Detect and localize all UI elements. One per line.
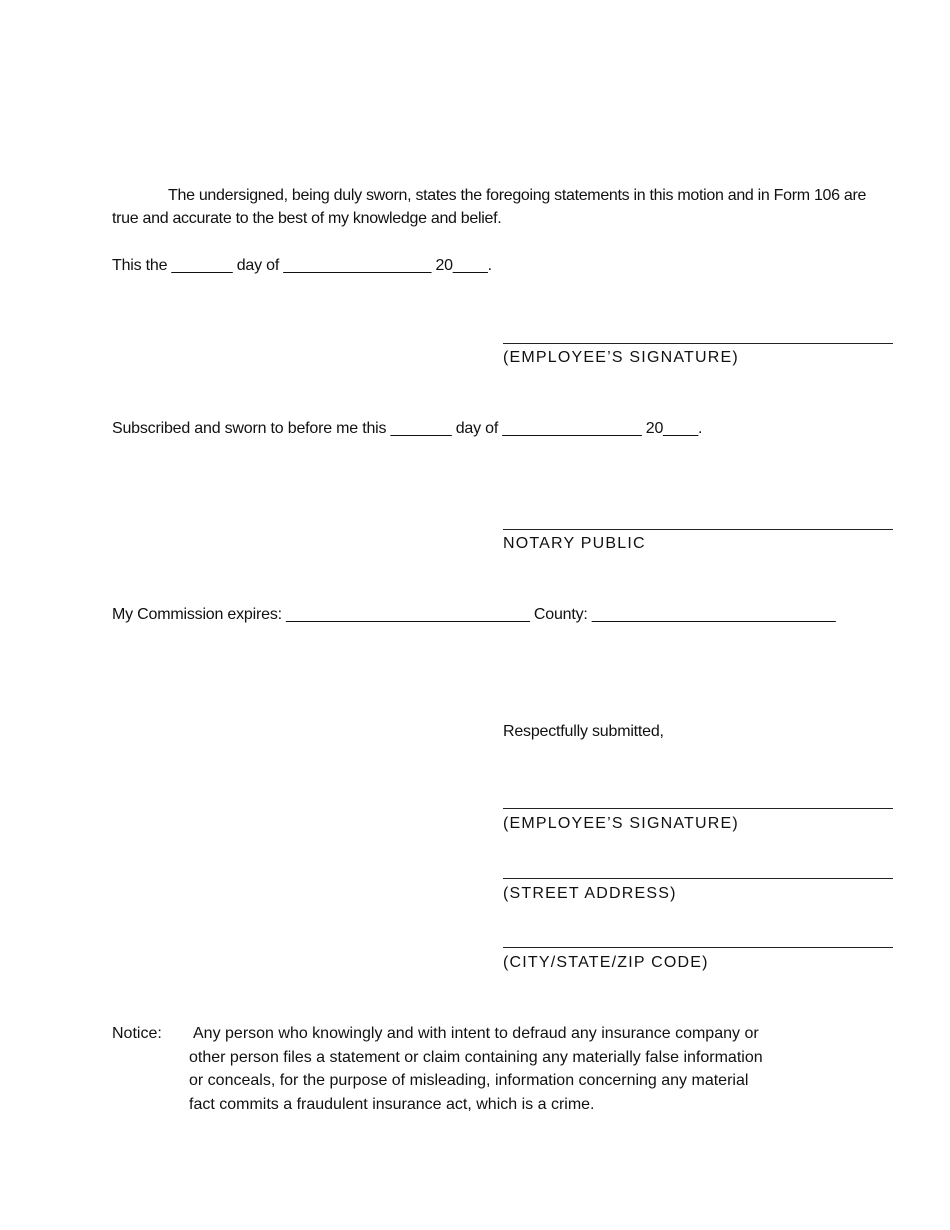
notice-label: Notice: <box>112 1025 162 1042</box>
submission-signature-line <box>503 808 893 809</box>
closing-text: Respectfully submitted, <box>503 723 664 740</box>
notice-body <box>189 1022 829 1116</box>
notary-label: NOTARY PUBLIC <box>503 535 646 552</box>
date-line: This the _______ day of _________________ 20____. <box>112 257 492 274</box>
affidavit-intro <box>112 184 887 230</box>
notary-signature-line <box>503 529 893 530</box>
employee-signature-line <box>503 343 893 344</box>
submission-signature-label: (EMPLOYEE’S SIGNATURE) <box>503 815 739 832</box>
city-state-zip-label: (CITY/STATE/ZIP CODE) <box>503 954 709 971</box>
commission-line: My Commission expires: ____________________________ County: ____________________________ <box>112 606 836 623</box>
notice-line: other person files a statement or claim containing any materially false information <box>189 1048 763 1066</box>
notice-line: Any person who knowingly and with intent to defraud any insurance company or <box>193 1025 759 1042</box>
sworn-line: Subscribed and sworn to before me this _______ day of ________________ 20____. <box>112 420 703 437</box>
affidavit-intro-text: The undersigned, being duly sworn, states the foregoing statements in this motion and in Form 106 are true and accurate to the best of my knowledge and belief. <box>112 187 867 227</box>
notice-line: or conceals, for the purpose of misleading, information concerning any material <box>189 1072 749 1089</box>
street-address-label: (STREET ADDRESS) <box>503 885 677 902</box>
employee-signature-label: (EMPLOYEE’S SIGNATURE) <box>503 349 739 366</box>
city-state-zip-line <box>503 947 893 948</box>
street-address-line <box>503 878 893 879</box>
notice-line: fact commits a fraudulent insurance act, which is a crime. <box>189 1095 595 1113</box>
